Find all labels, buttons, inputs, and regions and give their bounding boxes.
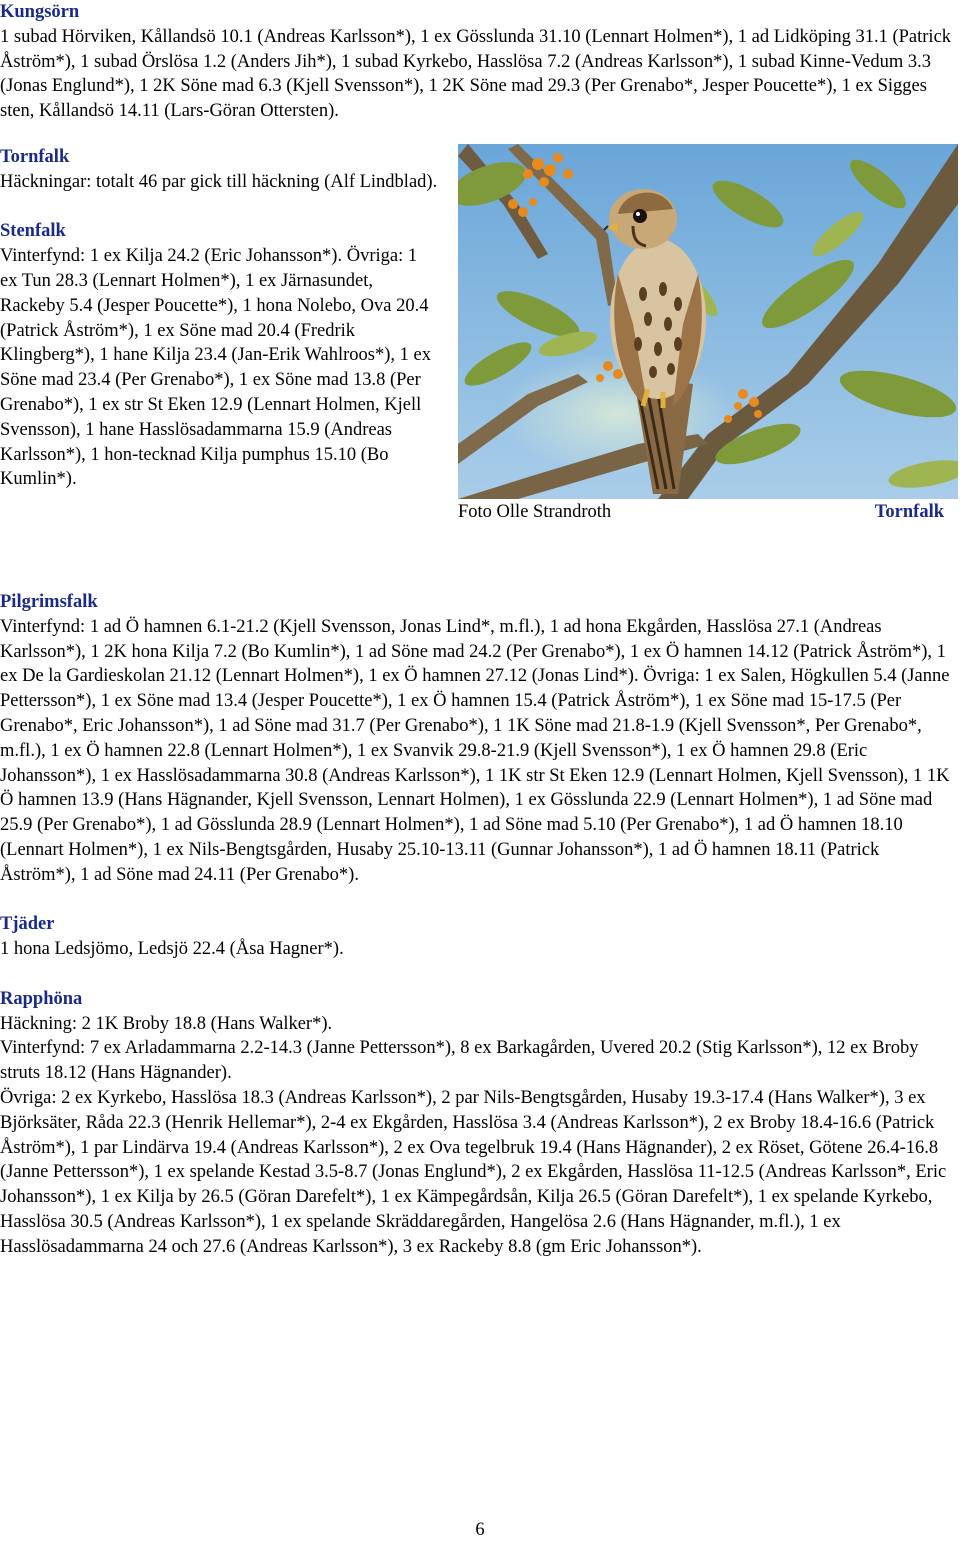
lower-sections <box>0 590 958 1260</box>
stenfalk-text: Vinterfynd: 1 ex Kilja 24.2 (Eric Johansson*). Övriga: 1 ex Tun 28.3 (Lennart Holmen*), 1 ex Järnasundet, Rackeby 5.4 (Jesper Poucette*), 1 hona Nolebo, Ova 20.4 (Patrick Åström*), 1 ex Söne mad 20.4 (Fredrik Klingberg*), 1 hane Kilja 23.4 (Jan-Erik Wahlroos*), 1 ex Söne mad 23.4 (Per Grenabo*), 1 ex Söne mad 13.8 (Per Grenabo*), 1 ex str St Eken 12.9 (Lennart Holmen, Kjell Svensson), 1 hane Hasslösadammarna 15.9 (Andreas Karlsson*), 1 hon-tecknad Kilja pumphus 15.10 (Bo Kumlin*). <box>0 246 431 490</box>
tjader-text: 1 hona Ledsjömo, Ledsjö 22.4 (Åsa Hagner*). <box>0 939 344 960</box>
pilgrimsfalk-text: Vinterfynd: 1 ad Ö hamnen 6.1-21.2 (Kjell Svensson, Jonas Lind*, m.fl.), 1 ad hona Ekgården, Hasslösa 27.1 (Andreas Karlsson*), 1 2K hona Kilja 7.2 (Bo Kumlin*), 1 ad Söne mad 24.2 (Per Grenabo*), 1 ex Ö hamnen 14.12 (Patrick Åström*), 1 ex De la Gardieskolan 21.12 (Lennart Holmen*), 1 ex Ö hamnen 27.12 (Jonas Lind*). Övriga: 1 ex Salen, Högkullen 5.4 (Janne Pettersson*), 1 ex Söne mad 13.4 (Jesper Poucette*), 1 ex Ö hamnen 15.4 (Patrick Åström*), 1 ex Söne mad 15-17.5 (Per Grenabo*, Eric Johansson*), 1 ad Söne mad 31.7 (Per Grenabo*), 1 1K Söne mad 21.8-1.9 (Kjell Svensson*, Per Grenabo*, m.fl.), 1 ex Ö hamnen 22.8 (Lennart Holmen*), 1 ex Svanvik 29.8-21.9 (Kjell Svensson*), 1 ex Ö hamnen 29.8 (Eric Johansson*), 1 ex Hasslösadammarna 30.8 (Andreas Karlsson*), 1 1K str St Eken 12.9 (Lennart Holmen, Kjell Svensson), 1 1K Ö hamnen 13.9 (Hans Hägnander, Kjell Svensson, Lennart Holmen), 1 ex Gösslunda 22.9 (Lennart Holmen*), 1 ad Söne mad 25.9 (Per Grenabo*), 1 ad Gösslunda 28.9 (Lennart Holmen*), 1 ad Söne mad 5.10 (Per Grenabo*), 1 ad Ö hamnen 18.10 (Lennart Holmen*), 1 ex Nils-Bengtsgården, Husaby 25.10-13.11 (Gunnar Johansson*), 1 ad Ö hamnen 18.11 (Patrick Åström*), 1 ad Söne mad 24.11 (Per Grenabo*). <box>0 616 950 885</box>
left-column <box>0 145 438 492</box>
stenfalk-heading: Stenfalk <box>0 221 66 242</box>
photo-species-label: Tornfalk <box>874 502 944 522</box>
pilgrimsfalk-heading: Pilgrimsfalk <box>0 592 98 612</box>
tornfalk-text: Häckningar: totalt 46 par gick till häckning (Alf Lindblad). <box>0 171 438 192</box>
kungsorn-heading: Kungsörn <box>0 2 80 22</box>
rapphona-winter: Vinterfynd: 7 ex Arladammarna 2.2-14.3 (Janne Pettersson*), 8 ex Barkagården, Uvered 20.2 (Stig Karlsson*), 12 ex Broby struts 18.12 (Hans Hägnander). <box>0 1038 919 1084</box>
kestrel-photo <box>458 144 958 499</box>
kungsorn-text: 1 subad Hörviken, Kållandsö 10.1 (Andreas Karlsson*), 1 ex Gösslunda 31.10 (Lennart Holmen*), 1 ad Lidköping 31.1 (Patrick Åström*), 1 subad Örslösa 1.2 (Anders Jih*), 1 subad Kyrkebo, Hasslösa 7.2 (Andreas Karlsson*), 1 subad Kinne-Vedum 3.3 (Jonas Englund*), 1 2K Söne mad 6.3 (Kjell Svensson*), 1 2K Söne mad 29.3 (Per Grenabo*, Jesper Poucette*), 1 ex Sigges sten, Kållandsö 14.11 (Lars-Göran Ottersten). <box>0 26 952 122</box>
tjader-heading: Tjäder <box>0 914 55 935</box>
photo-caption <box>458 500 944 525</box>
tornfalk-heading: Tornfalk <box>0 147 70 167</box>
kungsorn-section <box>0 0 958 124</box>
photo-credit: Foto Olle Strandroth <box>458 502 612 522</box>
page-number: 6 <box>475 1520 485 1540</box>
rapphona-other: Övriga: 2 ex Kyrkebo, Hasslösa 18.3 (Andreas Karlsson*), 2 par Nils-Bengtsgården, Husaby 19.3-17.4 (Hans Walker*), 3 ex Björksäter, Råda 22.3 (Henrik Hellemar*), 2-4 ex Ekgården, Hasslösa 3.4 (Andreas Karlsson*), 2 ex Broby 18.4-16.6 (Patrick Åström*), 1 par Lindärva 19.4 (Andreas Karlsson*), 2 ex Ova tegelbruk 19.4 (Hans Hägnander), 2 ex Röset, Götene 26.4-16.8 (Janne Pettersson*), 1 ex spelande Kestad 3.5-8.7 (Jonas Englund*), 2 ex Ekgården, Hasslösa 11-12.5 (Andreas Karlsson*, Eric Johansson*), 1 ex Kilja by 26.5 (Göran Darefelt*), 1 ex Kämpegårdsån, Kilja 26.5 (Göran Darefelt*), 1 ex spelande Kyrkebo, Hasslösa 30.5 (Andreas Karlsson*), 1 ex spelande Skräddaregården, Hangelösa 2.6 (Hans Hägnander, m.fl.), 1 ex Hasslösadammarna 24 och 27.6 (Andreas Karlsson*), 3 ex Rackeby 8.8 (gm Eric Johansson*). <box>0 1087 947 1257</box>
rapphona-breeding: Häckning: 2 1K Broby 18.8 (Hans Walker*). <box>0 1013 333 1034</box>
kestrel-illustration <box>458 144 958 499</box>
rapphona-heading: Rapphöna <box>0 988 83 1009</box>
